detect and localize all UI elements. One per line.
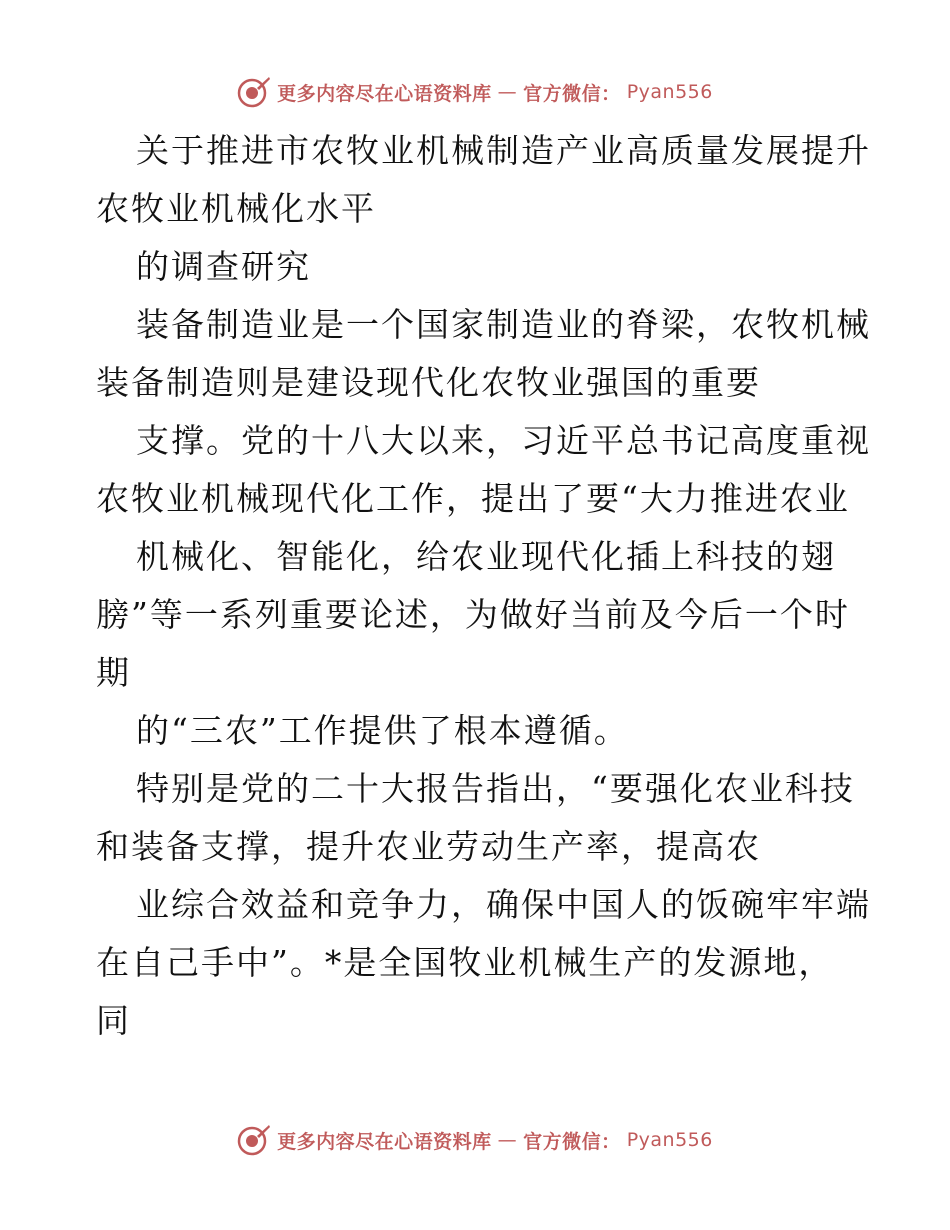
body-text-line: 农牧业机械化水平 <box>96 189 376 228</box>
body-text-line: 支撑。党的十八大以来，习近平总书记高度重视 <box>136 421 871 460</box>
watermark-wechat-id: Pyan556 <box>626 81 713 103</box>
watermark-wechat-id: Pyan556 <box>626 1129 713 1151</box>
body-text-line: 关于推进市农牧业机械制造产业高质量发展提升 <box>136 131 871 170</box>
watermark-label: 官方微信： <box>523 82 621 105</box>
body-text-line: 在自己手中”。*是全国牧业机械生产的发源地， <box>96 943 834 982</box>
body-text-line: 和装备支撑，提升农业劳动生产率，提高农 <box>96 827 761 866</box>
watermark-label: 官方微信： <box>523 1130 621 1153</box>
body-text-line: 装备制造业是一个国家制造业的脊梁，农牧机械 <box>136 305 871 344</box>
body-text-line: 期 <box>96 653 131 692</box>
body-text-line: 装备制造则是建设现代化农牧业强国的重要 <box>96 363 761 402</box>
watermark-text: 更多内容尽在心语资料库 <box>277 1130 492 1153</box>
body-text-line: 机械化、智能化，给农业现代化插上科技的翅 <box>136 537 836 576</box>
pen-logo-icon <box>237 75 271 109</box>
watermark-banner <box>237 75 713 109</box>
body-text-line: 业综合效益和竞争力，确保中国人的饭碗牢牢端 <box>136 885 871 924</box>
body-text-line: 农牧业机械现代化工作，提出了要“大力推进农业 <box>96 479 850 518</box>
body-text-line: 特别是党的二十大报告指出，“要强化农业科技 <box>136 769 855 808</box>
body-text-line: 膀”等一系列重要论述，为做好当前及今后一个时 <box>96 595 850 634</box>
watermark-text: 更多内容尽在心语资料库 <box>277 82 492 105</box>
pen-logo-icon <box>237 1123 271 1157</box>
header-watermark <box>0 72 950 112</box>
footer-watermark <box>0 1120 950 1160</box>
document-body <box>96 122 871 1050</box>
watermark-separator: — <box>497 81 518 103</box>
body-text-line: 的调查研究 <box>136 247 311 286</box>
watermark-banner <box>237 1123 713 1157</box>
body-text-line: 的“三农”工作提供了根本遵循。 <box>136 711 629 750</box>
watermark-separator: — <box>497 1129 518 1151</box>
body-text-line: 同 <box>96 1001 131 1040</box>
